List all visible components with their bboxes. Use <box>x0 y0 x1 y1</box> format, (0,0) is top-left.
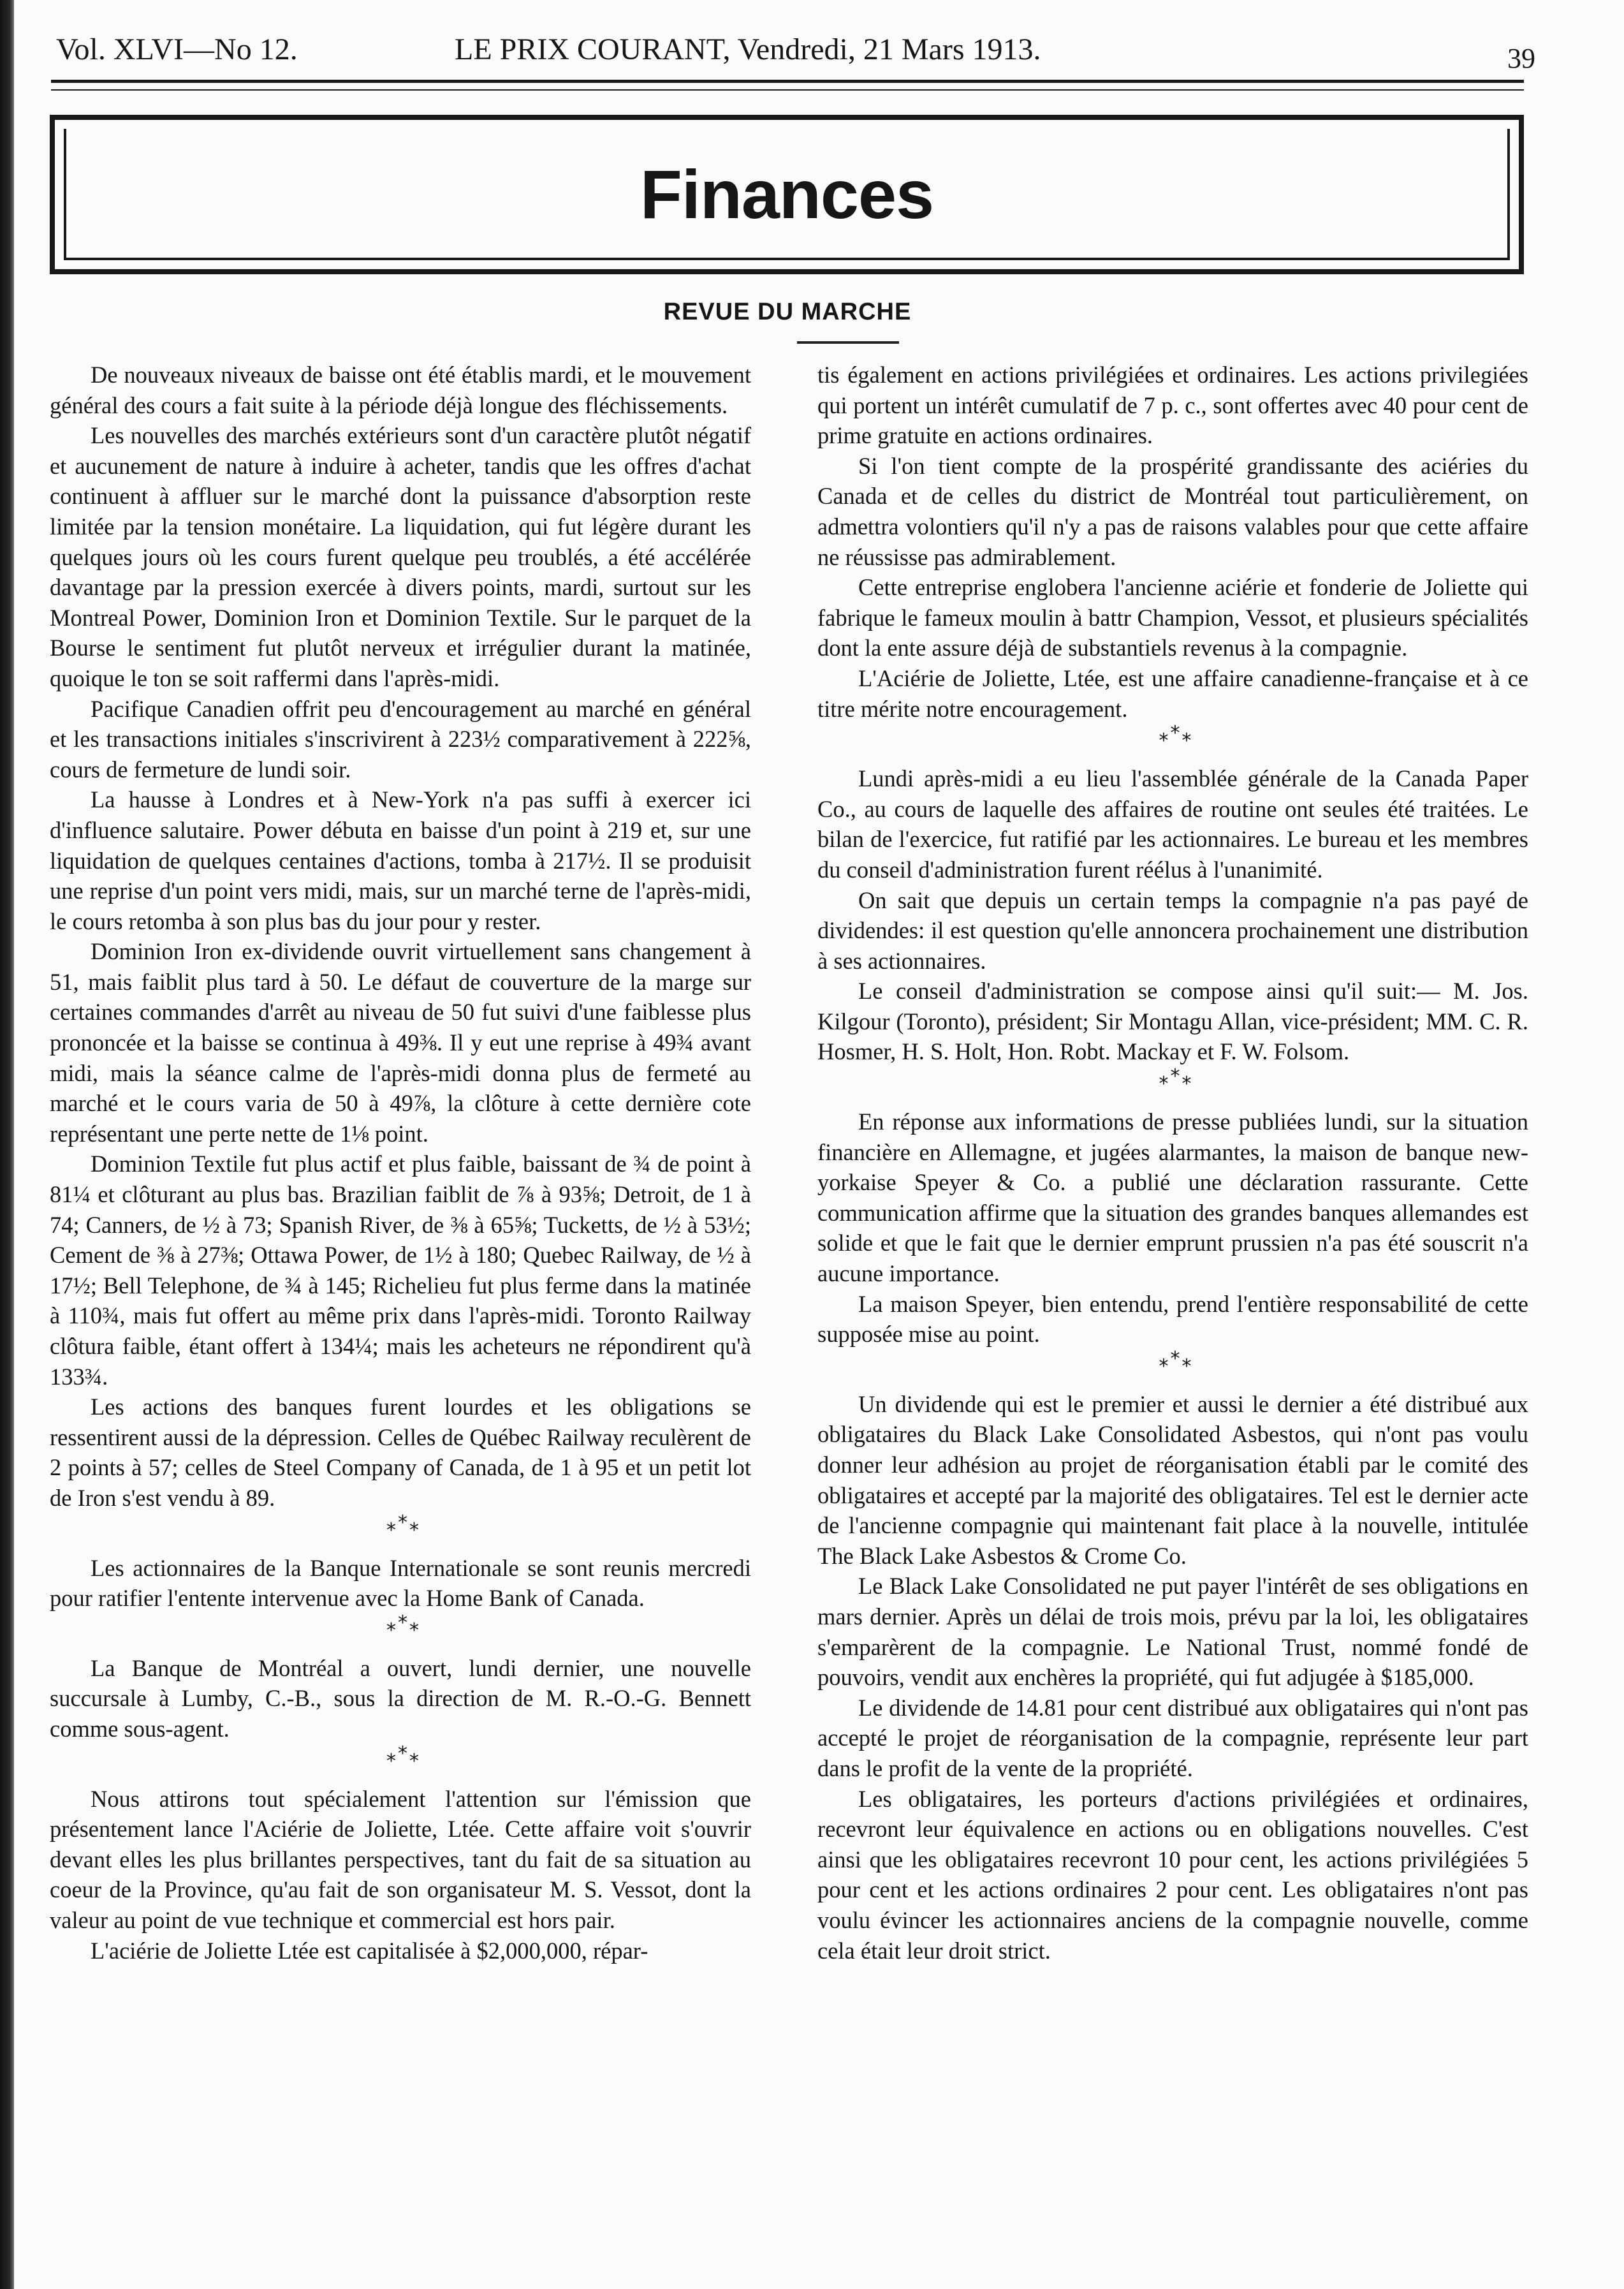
paragraph: De nouveaux niveaux de baisse ont été établis mardi, et le mouvement général des cours a fait suite à la période déjà longue des fléchissements. <box>50 362 751 418</box>
asterism-star: * <box>1181 730 1192 753</box>
paragraph: L'aciérie de Joliette Ltée est capitalisée à $2,000,000, répar- <box>91 1937 648 1964</box>
asterism-star: * <box>1159 1073 1169 1096</box>
paragraph: On sait que depuis un certain temps la compagnie n'a pas payé de dividendes: il est question qu'elle annoncera prochainement une distribution à ses actionnaires. <box>817 887 1528 974</box>
asterism-separator <box>50 1513 751 1553</box>
publication-title: LE PRIX COURANT, Vendredi, 21 Mars 1913. <box>455 33 1041 66</box>
asterism-star: * <box>409 1519 419 1542</box>
paragraph: Les nouvelles des marchés extérieurs sont d'un caractère plutôt négatif et aucunement de nature à induire à acheter, tandis que les offres d'achat continuent à affluer sur le marché dont la puissance d'absorption reste limitée par la tension monétaire. La liquidation, qui fut légère durant les quelques jours où les cours furent quelque peu troublés, a été accélérée davantage par la pression exercée à divers points, mardi, surtout sur les Montreal Power, Dominion Iron et Dominion Textile. Sur le parquet de la Bourse le sentiment fut plutôt nerveux et irrégulier durant la matinée, quoique le ton se soit raffermi dans l'après-midi. <box>50 422 751 691</box>
paragraph: Les actions des banques furent lourdes et les obligations se ressentirent aussi de la dépression. Celles de Québec Railway reculèrent de 2 points à 57; celles de Steel Company of Canada, de 1 à 95 et un petit lot de Iron s'est vendu à 89. <box>50 1394 751 1511</box>
paragraph: Si l'on tient compte de la prospérité grandissante des aciéries du Canada et de celles du district de Montréal tout particulièrement, on admettra volontiers qu'il n'y a pas de raisons valables pour que cette affaire ne réussisse pas admirablement. <box>817 452 1528 570</box>
paragraph: Le conseil d'administration se compose ainsi qu'il suit:— M. Jos. Kilgour (Toronto), président; Sir Montagu Allan, vice-président; MM. C. R. Hosmer, H. S. Holt, Hon. Robt. Mackay et F. W. Folsom. <box>817 978 1528 1065</box>
asterism-star: * <box>398 1611 407 1634</box>
paragraph: Dominion Iron ex-dividende ouvrit virtuellement sans changement à 51, mais faiblit plus tard à 50. Le défaut de couverture de la marge sur certaines commandes d'arrêt au niveau de 50 fut suivi d'une faiblesse plus prononcée et la baisse se continua à 49⅜. Il y eut une reprise à 49¾ avant midi, mais la séance calme de l'après-midi donna plus de fermeté au marché et le cours varia de 50 à 49⅞, la clôture à cette dernière cote représentant une perte nette de 1⅛ point. <box>50 938 751 1147</box>
asterism-star: * <box>1181 1355 1192 1378</box>
asterism-star: * <box>409 1749 419 1772</box>
section-banner <box>50 115 1524 274</box>
paragraph: L'Aciérie de Joliette, Ltée, est une affaire canadienne-française et à ce titre mérite notre encouragement. <box>817 665 1528 722</box>
paragraph: La Banque de Montréal a ouvert, lundi dernier, une nouvelle succursale à Lumby, C.-B., sous la direction de M. R.-O.-G. Bennett comme sous-agent. <box>50 1654 751 1742</box>
paragraph: Les obligataires, les porteurs d'actions privilégiées et ordinaires, recevront leur équivalence en actions ou en obligations nouvelles. C'est ainsi que les obligataires recevront 10 pour cent, les actions privilégiées 5 pour cent et les actions ordinaires 2 pour cent. Les obligataires n'ont pas voulu évincer les actionnaires anciens de la compagnie nouvelle, comme cela était leur droit strict. <box>817 1785 1528 1964</box>
header-rule-thin <box>51 89 1524 91</box>
asterism-star: * <box>409 1619 419 1642</box>
asterism-separator <box>817 1347 1528 1389</box>
right-column <box>817 360 1528 1966</box>
paragraph: Pacifique Canadien offrit peu d'encouragement au marché en général et les transactions initiales s'inscrivirent à 223½ comparativement à 222⅝, cours de fermeture de lundi soir. <box>50 695 751 783</box>
banner-title: Finances <box>640 156 934 233</box>
asterism-star: * <box>1159 1355 1169 1378</box>
paragraph: Les actionnaires de la Banque Internationale se sont reunis mercredi pour ratifier l'entente intervenue avec la Home Bank of Canada. <box>50 1554 751 1612</box>
asterism-star: * <box>1159 730 1169 753</box>
page-binding-edge <box>0 0 14 2289</box>
paragraph: Le dividende de 14.81 pour cent distribué aux obligataires qui n'ont pas accepté le projet de réorganisation de la compagnie, représente leur part dans le profit de la vente de la propriété. <box>817 1694 1528 1781</box>
left-column <box>50 360 751 1966</box>
paragraph: Nous attirons tout spécialement l'attention sur l'émission que présentement lance l'Aciérie de Joliette, Ltée. Cette affaire voit s'ouvrir devant elles les plus brillantes perspectives, tant du fait de sa situation au coeur de la Province, qu'au fait de son organisateur M. S. Vessot, dont la valeur au point de vue technique et commercial est hors pair. <box>50 1785 751 1933</box>
paragraph: La maison Speyer, bien entendu, prend l'entière responsabilité de cette supposée mise au point. <box>817 1290 1528 1348</box>
asterism-star: * <box>398 1511 407 1534</box>
asterism-star: * <box>386 1619 396 1642</box>
asterism-star: * <box>398 1742 407 1765</box>
article-heading-rule <box>797 341 899 344</box>
running-header <box>56 28 1535 79</box>
paragraph: La hausse à Londres et à New-York n'a pas suffi à exercer ici d'influence salutaire. Power débuta en baisse d'un point à 219 et, sur une liquidation de quelques centaines d'actions, tomba à 217½. Il se produisit une reprise d'un point vers midi, mais, sur un marché terne de l'après-midi, le cours retomba à son plus bas du jour pour y rester. <box>50 786 751 934</box>
asterism-separator <box>50 1744 751 1784</box>
asterism-separator <box>817 1067 1528 1107</box>
asterism-star: * <box>1170 722 1180 745</box>
asterism-star: * <box>1170 1347 1180 1370</box>
volume-number: Vol. XLVI—No 12. <box>56 33 298 66</box>
asterism-star: * <box>1170 1065 1180 1088</box>
paragraph: Le Black Lake Consolidated ne put payer l'intérêt de ses obligations en mars dernier. Après un délai de trois mois, prévu par la loi, les obligataires s'emparèrent de la compagnie. Le National Trust, nommé fondé de pouvoirs, vendit aux enchères la propriété, qui fut adjugée à $185,000. <box>817 1573 1528 1691</box>
article-heading: REVUE DU MARCHE <box>663 298 912 325</box>
paragraph: Un dividende qui est le premier et aussi le dernier a été distribué aux obligataires du Black Lake Consolidated Asbestos, qui n'ont pas voulu donner leur adhésion au projet de réorganisation établi par le comité des obligataires et accepté par la majorité des obligataires. Tel est le dernier acte de l'ancienne compagnie qui maintenant fait place à la nouvelle, intitulée The Black Lake Asbestos & Crome Co. <box>817 1390 1528 1569</box>
asterism-star: * <box>1181 1073 1192 1096</box>
page-number: 39 <box>1507 43 1535 74</box>
paragraph-continued: tis également en actions privilégiées et ordinaires. Les actions privilegiées qui portent un intérêt cumulatif de 7 p. c., sont offertes avec 40 pour cent de prime gratuite en actions ordinaires. <box>817 362 1528 449</box>
paragraph: Cette entreprise englobera l'ancienne aciérie et fonderie de Joliette qui fabrique le fameux moulin à battr Champion, Vessot, et plusieurs spécialités dont la ente assure déjà de substantiels revenus à la compagnie. <box>817 574 1528 661</box>
header-rule <box>51 80 1524 83</box>
paragraph: Lundi après-midi a eu lieu l'assemblée générale de la Canada Paper Co., au cours de laquelle des affaires de routine ont seules été traitées. Le bilan de l'exercice, fut ratifié par les actionnaires. Le bureau et les membres du conseil d'administration furent réélus à l'unanimité. <box>817 765 1528 883</box>
asterism-star: * <box>386 1519 396 1542</box>
asterism-star: * <box>386 1749 396 1772</box>
paragraph: Dominion Textile fut plus actif et plus faible, baissant de ¾ de point à 81¼ et clôturant au plus bas. Brazilian faiblit de ⅞ à 93⅝; Detroit, de 1 à 74; Canners, de ½ à 73; Spanish River, de ⅜ à 65⅝; Tucketts, de ½ à 53½; Cement de ⅜ à 27⅜; Ottawa Power, de 1½ à 180; Quebec Railway, de ½ à 17½; Bell Telephone, de ¾ à 145; Richelieu fut plus ferme dans la matinée à 110¾, mais fut offert au même prix dans l'après-midi. Toronto Railway clôtura faible, étant offert à 134¼; mais les acheteurs ne répondirent qu'à 133¾. <box>50 1151 751 1390</box>
asterism-separator <box>50 1611 751 1653</box>
paragraph: En réponse aux informations de presse publiées lundi, sur la situation financière en Allemagne, et jugées alarmantes, la maison de banque new-yorkaise Speyer & Co. a publié une déclaration rassurante. Cette communication affirme que la situation des grandes banques allemandes est solide et que le fait que le dernier emprunt prussien n'a pas été souscrit n'a aucune importance. <box>817 1108 1528 1287</box>
asterism-separator <box>817 724 1528 763</box>
